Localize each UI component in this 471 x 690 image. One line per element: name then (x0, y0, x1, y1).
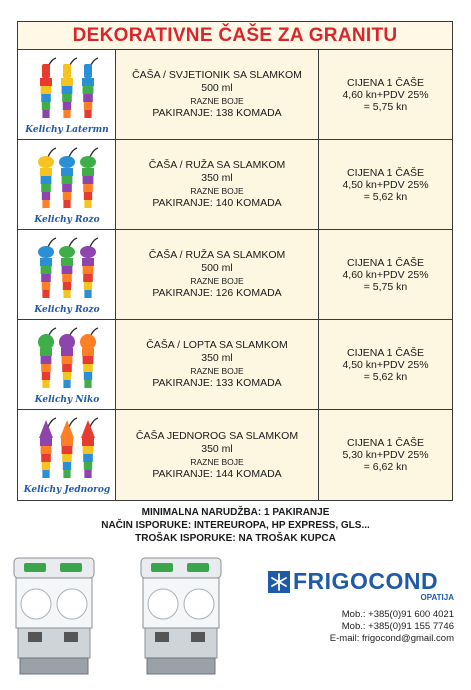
order-info (0, 506, 471, 545)
slush-machine-image (8, 556, 100, 678)
product-price (319, 50, 452, 139)
product-colors: RAZNE BOJE (190, 456, 244, 467)
cup-brand-label: Kelichy Niko (34, 395, 100, 405)
product-name: ČAŠA JEDNOROG SA SLAMKOM (135, 429, 299, 442)
price-total: = 5,75 kn (363, 100, 408, 113)
cup-illustration (18, 410, 116, 499)
product-description (116, 230, 319, 319)
price-total: = 6,62 kn (363, 461, 408, 473)
slush-machine-image (135, 556, 227, 678)
price-total: = 5,62 kn (363, 370, 408, 383)
product-description (116, 50, 319, 139)
product-image (18, 410, 116, 500)
product-image (18, 230, 116, 319)
price-total: = 5,75 kn (363, 280, 408, 293)
price-vat: 5,30 kn+PDV 25% (342, 449, 429, 461)
product-packaging: PAKIRANJE: 133 KOMADA (152, 377, 282, 389)
price-vat: 4,50 kn+PDV 25% (342, 178, 429, 191)
phone-1[interactable]: Mob.: +385(0)91 600 4021 (341, 609, 454, 620)
page-title: DEKORATIVNE ČAŠE ZA GRANITU (18, 22, 452, 50)
product-description (116, 410, 319, 500)
product-colors: RAZNE BOJE (190, 276, 244, 286)
email-link[interactable]: E-mail: frigocond@gmail.com (329, 633, 454, 644)
cup-illustration (18, 140, 116, 229)
product-description (116, 320, 319, 409)
brand-block (268, 568, 454, 645)
brand-city: OPATIJA (420, 593, 454, 602)
product-description (116, 140, 319, 229)
contact-info (268, 609, 454, 645)
cup-illustration (18, 50, 116, 139)
cup-brand-label: Kelichy Rozo (34, 215, 100, 225)
snowflake-icon (268, 571, 290, 593)
product-packaging: PAKIRANJE: 140 KOMADA (152, 197, 282, 209)
product-volume: 500 ml (201, 82, 233, 94)
product-volume: 350 ml (201, 352, 233, 364)
cup-brand-label: Kelichy Jednorog (23, 485, 111, 495)
price-vat: 4,60 kn+PDV 25% (342, 88, 429, 101)
cup-brand-label: Kelichy Latermn (25, 125, 109, 135)
price-label: CIJENA 1 ČAŠE (346, 346, 425, 359)
product-colors: RAZNE BOJE (190, 186, 244, 196)
product-price (319, 320, 452, 409)
product-image (18, 140, 116, 229)
cup-illustration (18, 320, 116, 409)
price-vat: 4,60 kn+PDV 25% (342, 268, 429, 281)
phone-2[interactable]: Mob.: +385(0)91 155 7746 (341, 621, 454, 632)
brand-logo (268, 568, 454, 595)
product-packaging: PAKIRANJE: 144 KOMADA (152, 467, 282, 480)
table-row (18, 410, 452, 500)
product-price (319, 230, 452, 319)
product-image (18, 50, 116, 139)
product-name: ČAŠA / RUŽA SA SLAMKOM (148, 159, 286, 171)
delivery-cost: TROŠAK ISPORUKE: NA TROŠAK KUPCA (135, 533, 336, 544)
price-label: CIJENA 1 ČAŠE (346, 437, 425, 449)
price-total: = 5,62 kn (363, 190, 408, 203)
minimum-order: MINIMALNA NARUDŽBA: 1 PAKIRANJE (141, 507, 330, 518)
product-image (18, 320, 116, 409)
price-label: CIJENA 1 ČAŠE (346, 76, 425, 89)
product-packaging: PAKIRANJE: 126 KOMADA (152, 287, 282, 299)
product-colors: RAZNE BOJE (190, 366, 244, 376)
product-volume: 500 ml (201, 262, 233, 274)
price-vat: 4,50 kn+PDV 25% (342, 358, 429, 371)
table-row (18, 50, 452, 140)
price-label: CIJENA 1 ČAŠE (346, 166, 425, 179)
product-table (17, 21, 453, 501)
product-colors: RAZNE BOJE (190, 96, 244, 106)
product-name: ČAŠA / SVJETIONIK SA SLAMKOM (132, 69, 302, 81)
table-row (18, 230, 452, 320)
table-row (18, 140, 452, 230)
cup-illustration (18, 230, 116, 319)
product-name: ČAŠA / RUŽA SA SLAMKOM (148, 249, 286, 261)
product-volume: 350 ml (201, 442, 233, 455)
delivery-method: NAČIN ISPORUKE: INTEREUROPA, HP EXPRESS, GLS... (101, 520, 370, 531)
product-volume: 350 ml (201, 172, 233, 184)
product-name: ČAŠA / LOPTA SA SLAMKOM (146, 339, 288, 351)
product-price (319, 410, 452, 500)
product-price (319, 140, 452, 229)
product-packaging: PAKIRANJE: 138 KOMADA (152, 107, 282, 119)
brand-name: FRIGOCOND (293, 568, 439, 594)
price-label: CIJENA 1 ČAŠE (346, 256, 425, 269)
table-row (18, 320, 452, 410)
cup-brand-label: Kelichy Rozo (34, 305, 100, 315)
